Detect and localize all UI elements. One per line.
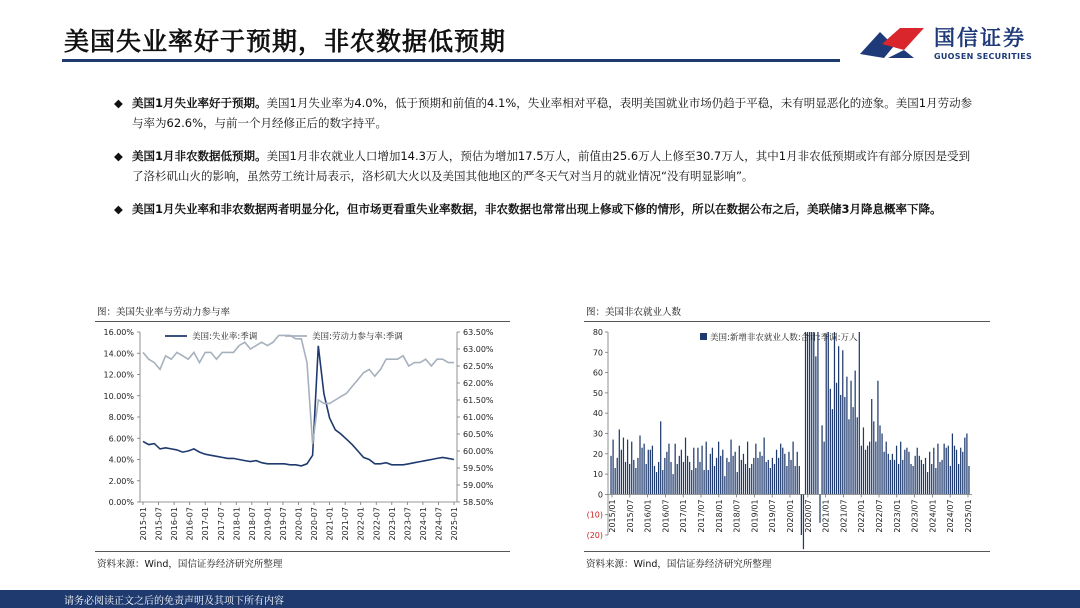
- bar: [863, 427, 864, 494]
- bar: [939, 462, 940, 494]
- legend-swatch: [700, 333, 707, 340]
- chart-source: 资料来源：Wind，国信证券经济研究所整理: [97, 559, 283, 570]
- guosen-logo-icon: [858, 24, 928, 64]
- bar: [890, 460, 891, 495]
- bar: [846, 377, 847, 495]
- bar: [852, 407, 853, 494]
- bar: [956, 450, 957, 495]
- bar: [915, 456, 916, 495]
- bar: [815, 356, 816, 494]
- bar: [741, 460, 742, 495]
- right-axis-tick-label: 60.50%: [463, 430, 494, 439]
- bar: [677, 464, 678, 494]
- left-axis-tick-label: 2.00%: [108, 476, 134, 486]
- bar: [755, 444, 756, 495]
- bar: [706, 442, 707, 495]
- x-axis-tick-label: 2019/01: [750, 499, 760, 533]
- x-axis-tick-label: 2020/07: [803, 499, 813, 533]
- x-axis-tick-label: 2022-01: [356, 507, 366, 541]
- bar: [627, 440, 628, 495]
- bar: [735, 452, 736, 495]
- bar: [954, 446, 955, 495]
- bar: [749, 468, 750, 494]
- title-rule: [62, 59, 840, 62]
- bar: [923, 464, 924, 494]
- bar: [764, 438, 765, 495]
- bullet-text: 美国1月非农就业人口增加14.3万人，预估为增加17.5万人，前值由25.6万人上修至30.7万人，其中1月非农低预期或许有部分原因是受到了洛杉矶山火的影响，虽然劳工统计局表示，洛杉矶大火以及美国其他地区的严冬天气对当月的就业情况“没有明显影响”。: [132, 149, 971, 183]
- x-axis-tick-label: 2023/01: [892, 499, 902, 533]
- x-axis-tick-label: 2016-01: [170, 507, 180, 541]
- bar: [962, 452, 963, 495]
- y-axis-tick-label: 60: [592, 368, 603, 378]
- bar: [751, 464, 752, 494]
- bar: [896, 446, 897, 495]
- bar: [819, 494, 820, 522]
- bar: [641, 448, 642, 495]
- bar: [708, 470, 709, 494]
- bar: [631, 442, 632, 495]
- bar: [813, 332, 814, 494]
- x-axis-tick-label: 2024-01: [418, 507, 428, 541]
- bar: [770, 468, 771, 494]
- bar: [805, 332, 806, 494]
- bar: [747, 442, 748, 495]
- x-axis-tick-label: 2018-07: [247, 507, 257, 541]
- y-axis-tick-label: 30: [592, 429, 603, 439]
- x-axis-tick-label: 2023/07: [910, 499, 920, 533]
- bar: [720, 456, 721, 495]
- bar: [617, 458, 618, 495]
- right-axis-tick-label: 62.00%: [463, 379, 494, 388]
- bar: [739, 446, 740, 495]
- bar: [695, 468, 696, 494]
- bar: [658, 462, 659, 494]
- bar: [950, 466, 951, 494]
- bar: [960, 448, 961, 495]
- bar: [664, 458, 665, 495]
- right-axis-tick-label: 63.00%: [463, 345, 494, 354]
- x-axis-tick-label: 2025-01: [450, 507, 459, 541]
- bar: [867, 446, 868, 495]
- diamond-bullet-icon: ◆: [114, 96, 123, 110]
- x-axis-tick-label: 2022/01: [857, 499, 867, 533]
- left-axis-tick-label: 6.00%: [108, 434, 134, 444]
- x-axis-tick-label: 2016/07: [661, 499, 671, 533]
- x-axis-tick-label: 2023-01: [387, 507, 397, 541]
- bar: [797, 452, 798, 495]
- bar: [931, 464, 932, 494]
- bar: [830, 389, 831, 495]
- bar: [834, 332, 835, 494]
- x-axis-tick-label: 2020-01: [294, 507, 304, 541]
- bar: [842, 350, 843, 494]
- left-axis-tick-label: 4.00%: [108, 455, 134, 465]
- x-axis-tick-label: 2021-01: [325, 507, 335, 541]
- bar: [666, 452, 667, 495]
- bar: [670, 462, 671, 494]
- bar: [693, 448, 694, 495]
- bar: [857, 417, 858, 494]
- bar: [701, 446, 702, 495]
- x-axis-tick-label: 2017/01: [679, 499, 689, 533]
- y-axis-tick-label: 50: [592, 388, 603, 398]
- left-axis-tick-label: 0.00%: [108, 498, 134, 507]
- chart-title: 图：美国非农就业人数: [586, 307, 682, 318]
- company-logo: [858, 22, 1038, 66]
- bar: [619, 429, 620, 494]
- bar: [881, 434, 882, 495]
- bar: [716, 458, 717, 495]
- bar: [784, 454, 785, 495]
- bar: [886, 442, 887, 495]
- x-axis-tick-label: 2024/01: [928, 499, 938, 533]
- bar: [937, 444, 938, 495]
- bar: [644, 444, 645, 495]
- x-axis-tick-label: 2016-07: [185, 507, 195, 541]
- bar: [722, 450, 723, 495]
- bar: [621, 450, 622, 495]
- bar: [948, 446, 949, 495]
- x-axis-tick-label: 2024/07: [946, 499, 956, 533]
- bar: [766, 462, 767, 494]
- bar: [689, 462, 690, 494]
- bar: [782, 448, 783, 495]
- left-axis-tick-label: 16.00%: [103, 328, 134, 337]
- bar: [753, 458, 754, 495]
- legend-label: 美国:新增非农就业人数:合计:季调:万人: [710, 333, 858, 343]
- bullet-item: [114, 147, 980, 186]
- bullet-heading: 美国1月失业率好于预期。: [132, 96, 267, 110]
- bar: [904, 450, 905, 495]
- bar: [633, 460, 634, 495]
- bar: [964, 438, 965, 495]
- y-axis-tick-label: (20): [586, 531, 603, 540]
- bar: [807, 332, 808, 494]
- bar: [774, 464, 775, 494]
- bar: [772, 458, 773, 495]
- bar: [919, 456, 920, 495]
- bar: [656, 472, 657, 494]
- bar: [871, 399, 872, 494]
- bar: [898, 464, 899, 494]
- bullet-heading: 美国1月非农数据低预期。: [132, 149, 267, 163]
- nonfarm-payrolls-chart: [584, 322, 990, 552]
- bar: [941, 460, 942, 495]
- bar: [817, 332, 818, 494]
- bar: [906, 448, 907, 495]
- bar: [629, 464, 630, 494]
- x-axis-tick-label: 2017/07: [697, 499, 706, 533]
- logo-text-en: GUOSEN SECURITIES: [934, 52, 1033, 61]
- logo-text-cn: 国信证券: [934, 26, 1026, 50]
- bar: [952, 434, 953, 495]
- x-axis-tick-label: 2021/01: [821, 499, 831, 533]
- series-line-participation: [143, 335, 454, 444]
- bar: [929, 452, 930, 495]
- bar: [724, 476, 725, 494]
- bar: [718, 442, 719, 495]
- bar: [687, 456, 688, 495]
- bar: [795, 466, 796, 494]
- right-axis-tick-label: 60.00%: [463, 447, 494, 456]
- bar: [879, 425, 880, 494]
- bar: [778, 458, 779, 495]
- bullet-text: 美国1月失业率为4.0%，低于预期和前值的4.1%，失业率相对平稳，表明美国就业市场仍趋于平稳，未有明显恶化的迹象。美国1月劳动参与率为62.6%，与前一个月经修正后的数字持平。: [132, 96, 973, 130]
- diamond-bullet-icon: ◆: [114, 149, 123, 163]
- left-axis-tick-label: 10.00%: [103, 391, 134, 401]
- unemployment-chart-panel: [95, 300, 510, 575]
- right-axis-tick-label: 62.50%: [463, 362, 494, 371]
- bar: [699, 462, 700, 494]
- x-axis-tick-label: 2019-07: [278, 507, 288, 541]
- bar: [637, 458, 638, 495]
- bar: [732, 456, 733, 495]
- bullet-item: [114, 94, 980, 133]
- x-axis-tick-label: 2021/07: [839, 499, 849, 533]
- bar: [935, 468, 936, 494]
- bar: [757, 458, 758, 495]
- x-axis-tick-label: 2025/01: [964, 499, 973, 533]
- bar: [790, 460, 791, 495]
- bar: [921, 460, 922, 495]
- footer-disclaimer: 请务必阅读正文之后的免责声明及其项下所有内容: [64, 596, 284, 607]
- bar: [691, 470, 692, 494]
- bar: [809, 332, 810, 494]
- bar: [776, 450, 777, 495]
- bar: [759, 452, 760, 495]
- left-axis-tick-label: 12.00%: [103, 370, 134, 380]
- y-axis-tick-label: 10: [592, 470, 603, 480]
- bar: [646, 464, 647, 494]
- bar: [821, 425, 822, 494]
- bar: [768, 460, 769, 495]
- bar: [826, 334, 827, 494]
- bar: [966, 434, 967, 495]
- bar: [737, 472, 738, 494]
- y-axis-tick-label: (10): [586, 510, 603, 520]
- bar: [788, 452, 789, 495]
- bar: [745, 464, 746, 494]
- bar: [652, 446, 653, 495]
- legend-label: 美国:失业率:季调: [192, 332, 258, 342]
- bar: [892, 454, 893, 495]
- bar: [625, 462, 626, 494]
- bar: [654, 466, 655, 494]
- x-axis-tick-label: 2017-01: [201, 507, 211, 541]
- bar: [704, 470, 705, 494]
- bar: [668, 444, 669, 495]
- bar: [900, 442, 901, 495]
- right-axis-tick-label: 61.00%: [463, 413, 494, 422]
- bar: [660, 421, 661, 494]
- x-axis-tick-label: 2018-01: [232, 507, 242, 541]
- right-axis-tick-label: 59.50%: [463, 464, 494, 473]
- bar: [884, 452, 885, 495]
- chart-bottom-rule: [95, 551, 510, 552]
- right-axis-tick-label: 58.50%: [463, 498, 494, 507]
- y-axis-tick-label: 0: [597, 490, 603, 500]
- bar: [726, 458, 727, 495]
- bar: [780, 444, 781, 495]
- bar: [894, 460, 895, 495]
- bar: [958, 464, 959, 494]
- x-axis-tick-label: 2021-07: [341, 507, 351, 541]
- bullet-heading: 美国1月失业率和非农数据两者明显分化，但市场更看重失业率数据，非农数据也常常出现上修或下修的情形，所以在数据公布之后，美联储3月降息概率下降。: [132, 202, 942, 216]
- bar: [824, 442, 825, 495]
- chart-title: 图：美国失业率与劳动力参与率: [97, 307, 231, 318]
- bar: [685, 438, 686, 495]
- bar: [714, 466, 715, 494]
- bar: [968, 466, 969, 494]
- bar: [944, 444, 945, 495]
- bar: [799, 466, 800, 494]
- bar: [786, 466, 787, 494]
- bar: [908, 452, 909, 495]
- left-axis-tick-label: 14.00%: [103, 349, 134, 359]
- x-axis-tick-label: 2022-07: [372, 507, 382, 541]
- bar: [877, 381, 878, 495]
- bullet-list: [114, 94, 980, 234]
- left-axis-tick-label: 8.00%: [108, 413, 134, 422]
- bar: [681, 450, 682, 495]
- bar: [925, 458, 926, 495]
- bar: [946, 448, 947, 495]
- x-axis-tick-label: 2015-01: [139, 507, 148, 541]
- bar: [648, 450, 649, 495]
- x-axis-tick-label: 2015/07: [625, 499, 635, 533]
- bar: [639, 436, 640, 495]
- bar: [917, 448, 918, 495]
- x-axis-tick-label: 2020/01: [786, 499, 795, 533]
- bar: [672, 474, 673, 494]
- x-axis-tick-label: 2024-07: [434, 507, 444, 541]
- bar: [801, 494, 802, 535]
- unemployment-participation-chart: [95, 322, 510, 552]
- bar: [927, 472, 928, 494]
- y-axis-tick-label: 80: [592, 328, 603, 337]
- bar: [828, 332, 829, 494]
- bar: [875, 442, 876, 495]
- nonfarm-chart-panel: [584, 300, 990, 575]
- bar: [728, 462, 729, 494]
- bar: [743, 454, 744, 495]
- bar: [730, 440, 731, 495]
- bar: [850, 381, 851, 495]
- bar: [710, 454, 711, 495]
- bar: [811, 332, 812, 494]
- bar: [697, 448, 698, 495]
- bar: [933, 448, 934, 495]
- bar: [873, 421, 874, 494]
- right-axis-tick-label: 59.00%: [463, 481, 494, 490]
- legend-label: 美国:劳动力参与率:季调: [312, 332, 403, 342]
- bar: [840, 395, 841, 494]
- x-axis-tick-label: 2019/07: [768, 499, 778, 533]
- y-axis-tick-label: 70: [592, 348, 603, 358]
- x-axis-tick-label: 2018/01: [714, 499, 724, 533]
- bar: [859, 332, 860, 494]
- bar: [865, 450, 866, 495]
- x-axis-tick-label: 2017-07: [216, 507, 226, 541]
- bar: [888, 454, 889, 495]
- y-axis-tick-label: 40: [592, 409, 603, 419]
- bar: [861, 446, 862, 495]
- bar: [848, 419, 849, 494]
- x-axis-tick-label: 2019-01: [263, 507, 273, 541]
- bar: [761, 456, 762, 495]
- bar: [836, 383, 837, 495]
- bar: [610, 456, 611, 495]
- bar: [844, 397, 845, 494]
- x-axis-tick-label: 2016/01: [643, 499, 653, 533]
- bar: [912, 466, 913, 494]
- bar: [832, 409, 833, 494]
- x-axis-tick-label: 2020-07: [310, 507, 320, 541]
- bar: [662, 470, 663, 494]
- diamond-bullet-icon: ◆: [114, 202, 123, 216]
- bar: [855, 371, 856, 495]
- bar: [615, 468, 616, 494]
- bar: [635, 468, 636, 494]
- bar: [612, 440, 613, 495]
- footer-bar: [0, 590, 1080, 608]
- chart-source: 资料来源：Wind，国信证券经济研究所整理: [586, 559, 772, 570]
- bar: [623, 438, 624, 495]
- right-axis-tick-label: 61.50%: [463, 396, 494, 405]
- chart-bottom-rule: [584, 551, 990, 552]
- right-axis-tick-label: 63.50%: [463, 328, 494, 337]
- bullet-item: [114, 200, 980, 220]
- bar: [683, 462, 684, 494]
- x-axis-tick-label: 2018/07: [732, 499, 742, 533]
- bar: [902, 460, 903, 495]
- bar: [838, 346, 839, 494]
- bar: [712, 448, 713, 495]
- bar: [792, 442, 793, 495]
- bar: [910, 464, 911, 494]
- x-axis-tick-label: 2015-07: [154, 507, 164, 541]
- x-axis-tick-label: 2023-07: [403, 507, 413, 541]
- x-axis-tick-label: 2022/07: [875, 499, 884, 533]
- bar: [650, 450, 651, 495]
- bar: [675, 444, 676, 495]
- x-axis-tick-label: 2015/01: [608, 499, 617, 533]
- bar: [679, 456, 680, 495]
- y-axis-tick-label: 20: [592, 449, 603, 459]
- bar: [869, 442, 870, 495]
- page-title: 美国失业率好于预期，非农数据低预期: [64, 27, 507, 56]
